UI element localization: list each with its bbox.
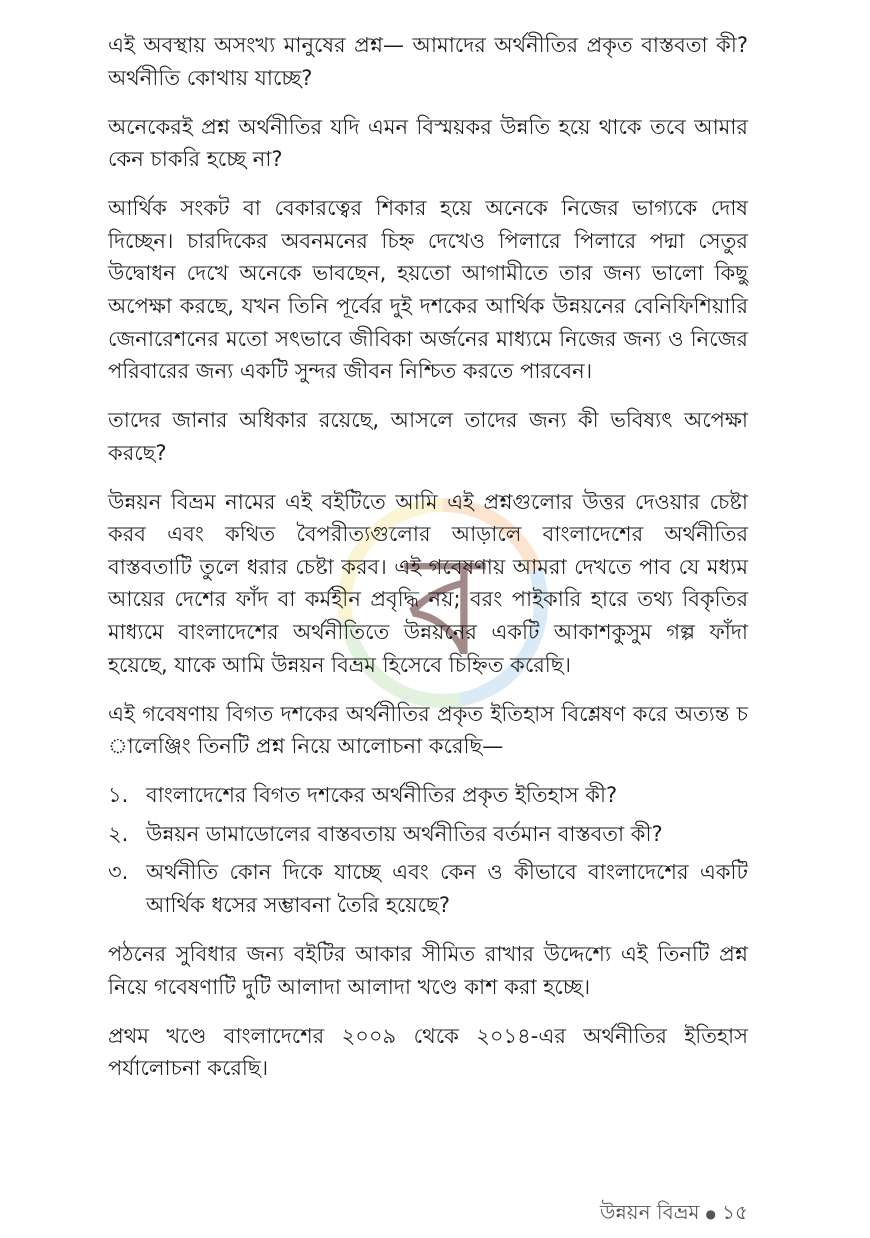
question-list-item: [108, 856, 748, 921]
list-number: ১.: [108, 783, 129, 808]
watermark-logo-letter: ব: [406, 525, 484, 688]
question-list-item: [108, 818, 748, 851]
paragraph: উন্নয়ন বিভ্রম নামের এই বইটিতে আমি এই প্রশ্নগুলোর উত্তর দেওয়ার চেষ্টা করব এবং কথিত বৈপরীত্যগুলোর আড়ালে বাংলাদেশের অর্থনীতির বাস্তবতাটি তুলে ধরার চেষ্টা করব। এই গবেষণায় আমরা দেখতে পাব যে মধ্যম আয়ের দেশের ফাঁদ বা কর্মহীন প্রবৃদ্ধি নয়; বরং পাইকারি হারে তথ্য বিকৃতির মাধ্যমে বাংলাদেশের অর্থনীতিতে উন্নয়নের একটি আকাশকুসুম গল্প ফাঁদা হয়েছে, যাকে আমি উন্নয়ন বিভ্রম হিসেবে চিহ্নিত করেছি।: [108, 489, 748, 677]
question-list: [108, 779, 748, 921]
list-number: ৩.: [108, 860, 129, 885]
page-number: ১৫: [722, 1200, 748, 1224]
footer-separator-dot: ●: [705, 1206, 717, 1221]
paragraph: প্রথম খণ্ডে বাংলাদেশের ২০০৯ থেকে ২০১৪-এর অর্থনীতির ইতিহাস পর্যালোচনা করেছি।: [108, 1023, 748, 1081]
question-list-item: [108, 779, 748, 812]
paragraph: এই গবেষণায় বিগত দশকের অর্থনীতির প্রকৃত ইতিহাস বিশ্লেষণ করে অত্যন্ত চ ালেঞ্জিং তিনটি প্রশ্ন নিয়ে আলোচনা করেছি—: [108, 701, 748, 759]
list-item-text: বাংলাদেশের বিগত দশকের অর্থনীতির প্রকৃত ইতিহাস কী?: [146, 783, 618, 808]
footer-book-title: উন্নয়ন বিভ্রম: [599, 1200, 700, 1224]
running-footer: [600, 1197, 748, 1229]
list-number: ২.: [108, 821, 129, 846]
paragraph: আর্থিক সংকট বা বেকারত্বের শিকার হয়ে অনেকে নিজের ভাগ্যকে দোষ দিচ্ছেন। চারদিকের অবনমনের চিহ্ন দেখেও পিলারে পিলারে পদ্মা সেতুর উদ্বোধন দেখে অনেকে ভাবছেন, হয়তো আগামীতে তার জন্য ভালো কিছু অপেক্ষা করছে, যখন তিনি পূর্বের দুই দশকের আর্থিক উন্নয়নের বেনিফিশিয়ারি জেনারেশনের মতো সৎভাবে জীবিকা অর্জনের মাধ্যমে নিজের জন্য ও নিজের পরিবারের জন্য একটি সুন্দর জীবন নিশ্চিত করতে পারবেন।: [108, 196, 748, 384]
paragraph: অনেকেরই প্রশ্ন অর্থনীতির যদি এমন বিস্ময়কর উন্নতি হয়ে থাকে তবে আমার কেন চাকরি হচ্ছে না?: [108, 114, 748, 172]
paragraph: এই অবস্থায় অসংখ্য মানুষের প্রশ্ন— আমাদের অর্থনীতির প্রকৃত বাস্তবতা কী? অর্থনীতি কোথায় যাচ্ছে?: [108, 33, 748, 90]
page-body: [108, 29, 748, 1101]
list-item-text: অর্থনীতি কোন দিকে যাচ্ছে এবং কেন ও কীভাবে বাংলাদেশের একটি আর্থিক ধসের সম্ভাবনা তৈরি হয়েছে?: [146, 860, 748, 917]
list-item-text: উন্নয়ন ডামাডোলের বাস্তবতায় অর্থনীতির বর্তমান বাস্তবতা কী?: [146, 821, 663, 846]
paragraph: পঠনের সুবিধার জন্য বইটির আকার সীমিত রাখার উদ্দেশ্যে এই তিনটি প্রশ্ন নিয়ে গবেষণাটি দুটি আলাদা আলাদা খণ্ডে কাশ করা হচ্ছে।: [108, 941, 748, 999]
paragraph: তাদের জানার অধিকার রয়েছে, আসলে তাদের জন্য কী ভবিষ্যৎ অপেক্ষা করছে?: [108, 408, 748, 465]
